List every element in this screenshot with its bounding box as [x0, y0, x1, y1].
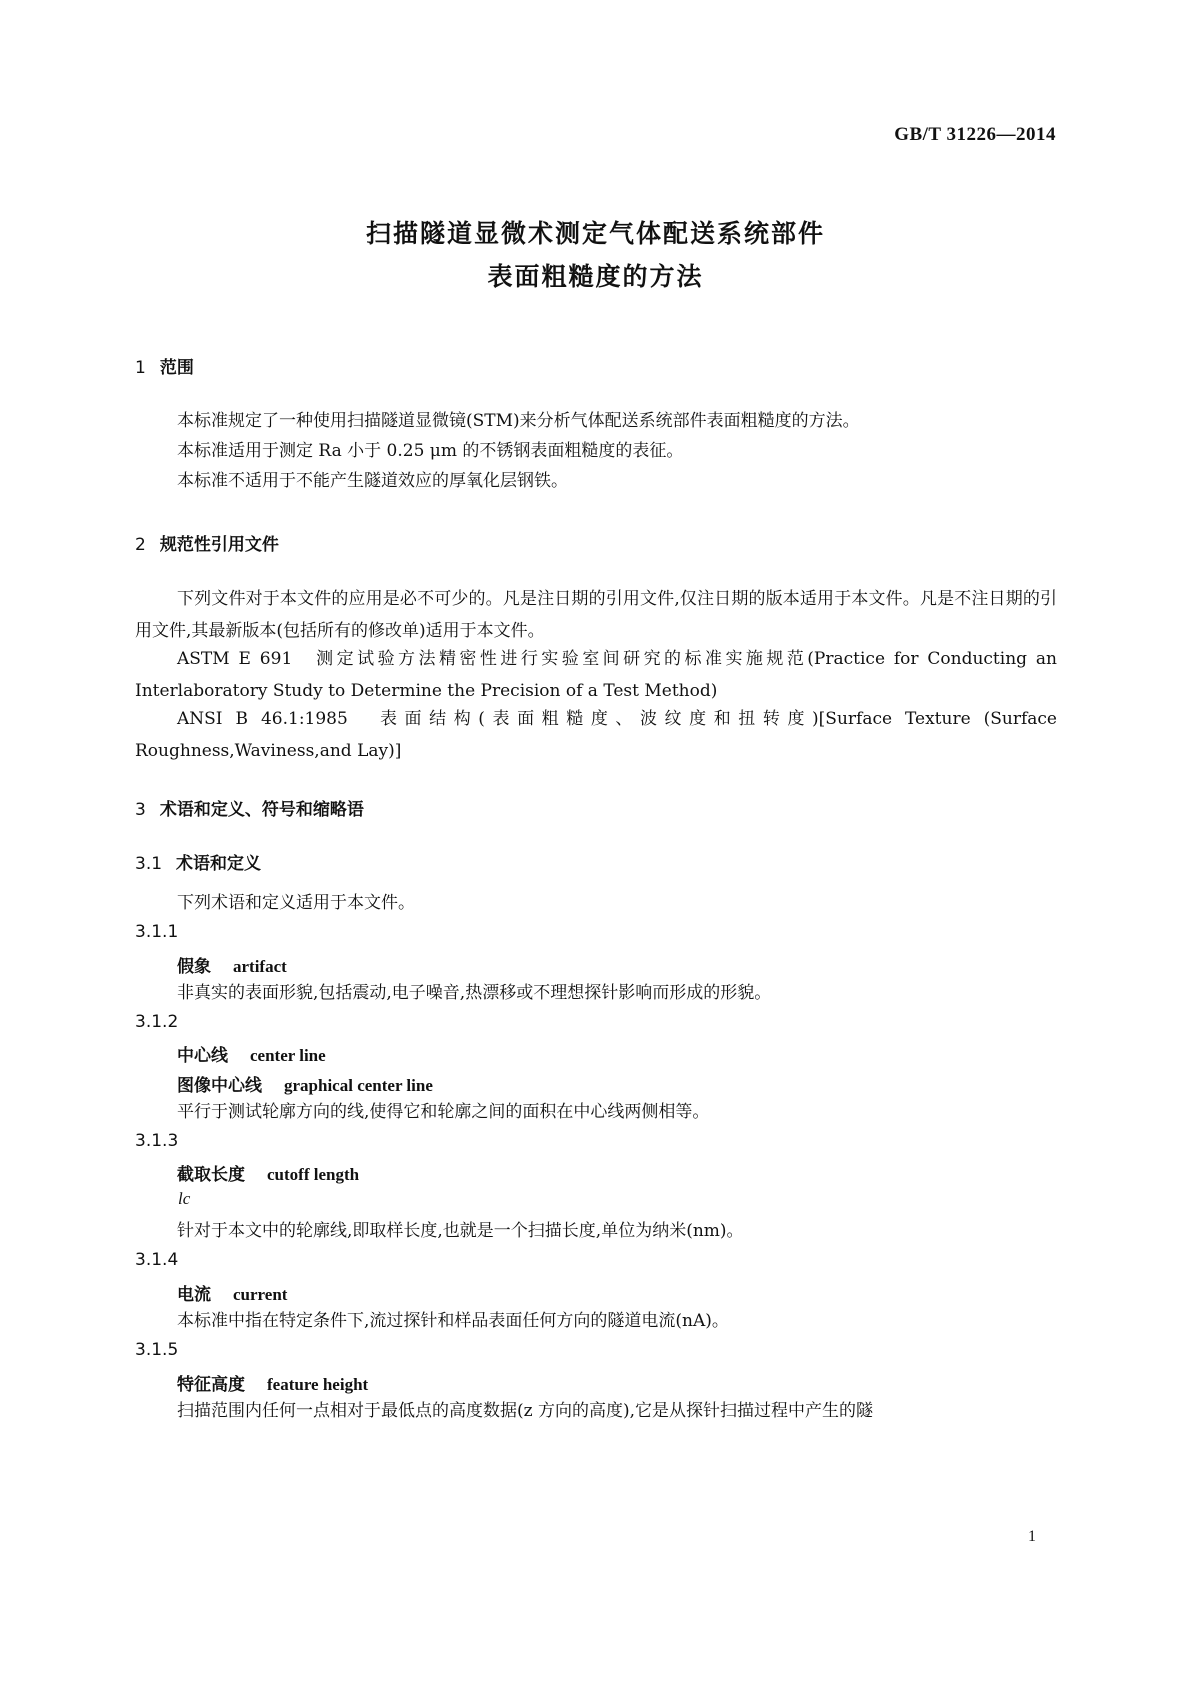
- term-definition: 平行于测试轮廓方向的线,使得它和轮廓之间的面积在中心线两侧相等。: [177, 1102, 710, 1122]
- title-line-2: 表面粗糙度的方法: [487, 262, 704, 291]
- title-line-1: 扫描隧道显微术测定气体配送系统部件: [365, 219, 825, 248]
- term-symbol: lc: [178, 1189, 191, 1208]
- term-en: center line: [250, 1046, 326, 1065]
- subsection-title: 术语和定义: [176, 854, 262, 874]
- term-en: graphical center line: [284, 1076, 433, 1095]
- paragraph: 本标准适用于测定 Ra 小于 0.25 μm 的不锈钢表面粗糙度的表征。: [177, 441, 684, 461]
- reference-astm: ASTM E 691 测定试验方法精密性进行实验室间研究的标准实施规范(Practice for Conducting an Interlaboratory Study to Determine the Precision of a Test Method): [135, 649, 1057, 701]
- term-en: current: [233, 1285, 288, 1304]
- section-1-heading: [135, 353, 194, 378]
- term-number: 3.1.1: [135, 922, 179, 942]
- term-title: [177, 1160, 359, 1185]
- term-number: 3.1.4: [135, 1250, 179, 1270]
- paragraph: 下列术语和定义适用于本文件。: [177, 893, 415, 913]
- subsection-number: 3.1: [135, 854, 163, 874]
- section-2-heading: [135, 530, 279, 555]
- term-zh: 图像中心线: [177, 1076, 262, 1096]
- term-title-alt: [177, 1071, 433, 1096]
- section-number: 3: [135, 800, 146, 820]
- section-number: 1: [135, 358, 146, 378]
- term-zh: 假象: [177, 957, 211, 977]
- page-number: 1: [1028, 1528, 1036, 1545]
- paragraph: 下列文件对于本文件的应用是必不可少的。凡是注日期的引用文件,仅注日期的版本适用于本文件。凡是不注日期的引用文件,其最新版本(包括所有的修改单)适用于本文件。: [135, 589, 1057, 641]
- term-number: 3.1.3: [135, 1131, 179, 1151]
- standard-code: GB/T 31226—2014: [894, 124, 1056, 145]
- section-3-heading: [135, 795, 364, 820]
- term-definition: 扫描范围内任何一点相对于最低点的高度数据(z 方向的高度),它是从探针扫描过程中产生的隧: [177, 1401, 874, 1421]
- term-title: [177, 952, 287, 977]
- section-number: 2: [135, 535, 146, 555]
- term-zh: 截取长度: [177, 1165, 245, 1185]
- term-title: [177, 1041, 326, 1066]
- term-definition: 针对于本文中的轮廓线,即取样长度,也就是一个扫描长度,单位为纳米(nm)。: [177, 1221, 744, 1241]
- term-number: 3.1.2: [135, 1012, 179, 1032]
- term-title: [177, 1370, 368, 1395]
- paragraph: 本标准规定了一种使用扫描隧道显微镜(STM)来分析气体配送系统部件表面粗糙度的方法。: [177, 411, 860, 431]
- term-en: feature height: [267, 1375, 369, 1394]
- term-en: cutoff length: [267, 1165, 360, 1184]
- paragraph: 本标准不适用于不能产生隧道效应的厚氧化层钢铁。: [177, 471, 568, 491]
- term-definition: 非真实的表面形貌,包括震动,电子噪音,热漂移或不理想探针影响而形成的形貌。: [177, 983, 772, 1003]
- section-title: 范围: [159, 358, 194, 378]
- term-number: 3.1.5: [135, 1340, 179, 1360]
- term-zh: 电流: [177, 1285, 211, 1305]
- term-definition: 本标准中指在特定条件下,流过探针和样品表面任何方向的隧道电流(nA)。: [177, 1311, 729, 1331]
- term-title: [177, 1280, 287, 1305]
- term-en: artifact: [233, 957, 287, 976]
- subsection-3-1-heading: [135, 849, 261, 874]
- section-title: 术语和定义、符号和缩略语: [159, 800, 364, 820]
- term-zh: 特征高度: [177, 1375, 245, 1395]
- reference-ansi: ANSI B 46.1:1985 表面结构(表面粗糙度、波纹度和扭转度)[Surface Texture (Surface Roughness,Waviness,and Lay)]: [135, 709, 1057, 761]
- section-title: 规范性引用文件: [159, 535, 279, 555]
- term-zh: 中心线: [177, 1046, 228, 1066]
